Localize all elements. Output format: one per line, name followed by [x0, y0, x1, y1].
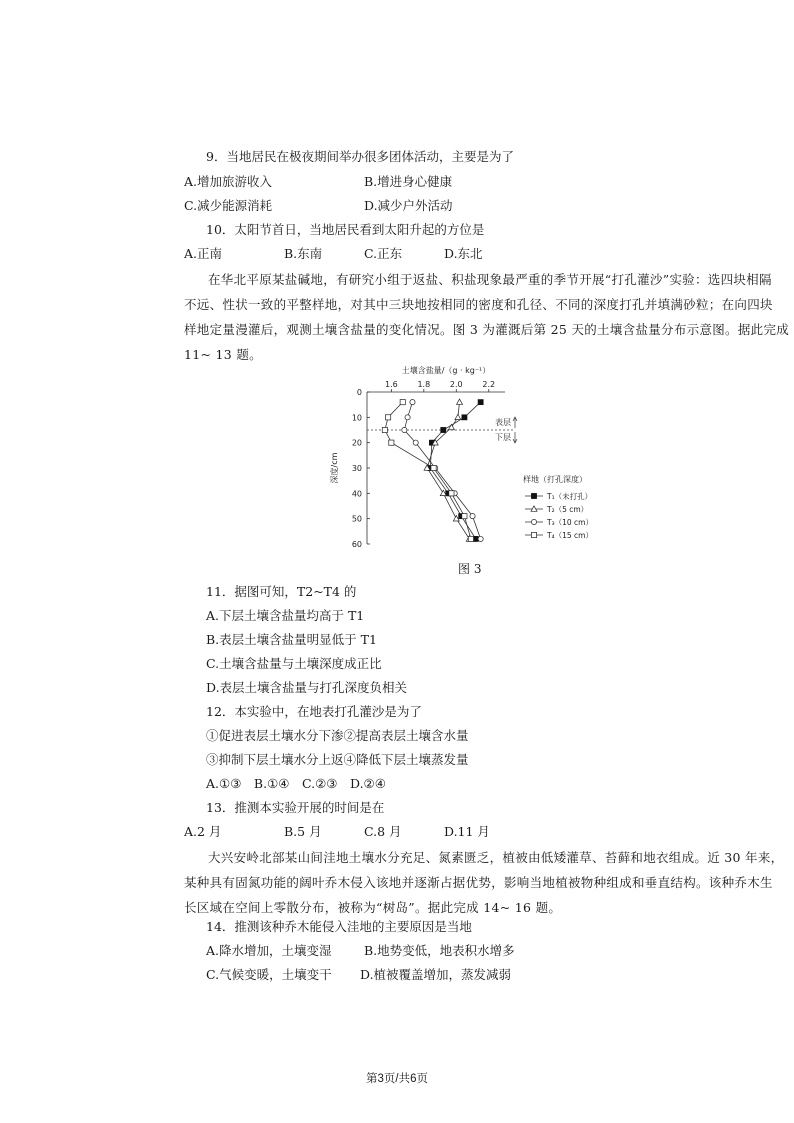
passage1-line-4: 11~ 13 题。 [184, 347, 262, 362]
x-tick-label: 1.8 [417, 380, 431, 389]
series-t4-point [468, 536, 473, 541]
passage-salt-experiment [184, 267, 790, 367]
q12-statements-2: ③抑制下层土壤水分上返④降低下层土壤蒸发量 [206, 752, 469, 767]
q13-option-a: A.2 月 [184, 824, 222, 839]
page-number: 第3页/共6页 [366, 1073, 428, 1085]
passage2-line-1: 大兴安岭北部某山间洼地土壤水分充足、氮素匮乏，植被由低矮灌草、苔藓和地衣组成。近 30 年来， [208, 850, 784, 865]
q13-option-d: D.11 月 [444, 824, 490, 839]
y-tick-label: 60 [351, 540, 362, 549]
q10-option-d: D.东北 [444, 246, 483, 261]
series-t3-point [413, 440, 418, 445]
q11-option-c: C.土壤含盐量与土壤深度成正比 [206, 656, 382, 671]
series-t2-point [455, 414, 461, 419]
chart-axes [329, 365, 517, 549]
x-axis-label: 土壤含盐量/（g · kg⁻¹） [401, 366, 491, 375]
q14-option-d: D.植被覆盖增加，蒸发减弱 [360, 967, 512, 982]
q14-option-a: A.降水增加，土壤变湿 [206, 943, 332, 958]
q10-option-b: B.东南 [284, 246, 323, 261]
legend-marker-t4 [531, 532, 536, 537]
series-t4-point [462, 514, 467, 519]
q9-stem: 9．当地居民在极夜期间举办很多团体活动，主要是为了 [206, 149, 514, 164]
series-t4-point [389, 440, 394, 445]
series-t3-point [470, 514, 475, 519]
passage1-line-3: 样地定量漫灌后，观测土壤含盐量的变化情况。图 3 为灌溉后第 25 天的土壤含盐量分布示意图。据此完成 [184, 322, 790, 337]
series-t1-point [478, 400, 483, 405]
q12-options: A.①③ B.①④ C.②③ D.②④ [206, 776, 386, 791]
q12-stem: 12．本实验中，在地表打孔灌沙是为了 [206, 704, 422, 719]
series-t3-point [405, 415, 410, 420]
legend-label-t2: T₂（5 cm） [547, 505, 589, 514]
y-axis-label: 深度/cm [330, 452, 339, 484]
series-t4-point [400, 400, 405, 405]
passage2-line-3: 长区域在空间上零散分布，被称为“树岛”。据此完成 14~ 16 题。 [184, 900, 562, 915]
series-t3-point [410, 400, 415, 405]
series-t1-point [441, 427, 446, 432]
y-tick-label: 40 [351, 489, 362, 499]
figure-caption: 图 3 [458, 562, 482, 576]
q9-option-b: B.增进身心健康 [364, 174, 453, 189]
chart-legend [523, 474, 593, 540]
legend-label-t1: T₁（未打孔） [547, 492, 593, 501]
y-tick-label: 50 [351, 514, 362, 524]
q9-option-a: A.增加旅游收入 [184, 174, 273, 189]
series-t2-point [448, 424, 454, 429]
series-t4-point [431, 465, 436, 470]
passage2-line-2: 某种具有固氮功能的阔叶乔木侵入该地并逐渐占据优势，影响当地植被物种组成和垂直结构。该种乔木生 [184, 875, 773, 890]
series-t3-point [402, 427, 407, 432]
q10-option-a: A.正南 [184, 246, 223, 261]
series-t3-line [404, 402, 480, 539]
q12-statements-1: ①促进表层土壤水分下渗②提高表层土壤含水量 [206, 728, 469, 743]
legend-label-t4: T₄（15 cm） [547, 531, 593, 540]
legend-marker-t3 [531, 519, 536, 524]
y-tick-label: 20 [351, 438, 362, 448]
passage-tree-island [184, 845, 784, 920]
soil-salinity-chart [325, 362, 625, 558]
series-t4-point [449, 491, 454, 496]
q14-option-c: C.气候变暖，土壤变干 [206, 967, 332, 982]
upper-layer-label: 表层 [495, 418, 511, 427]
q13-option-b: B.5 月 [284, 824, 322, 839]
passage1-line-1: 在华北平原某盐碱地，有研究小组于返盐、积盐现象最严重的季节开展“打孔灌沙”实验：选四块相隔 [208, 272, 772, 287]
q13-option-c: C.8 月 [364, 824, 402, 839]
series-t1-point [473, 536, 478, 541]
legend-title: 样地（打孔深度） [523, 475, 587, 484]
series-t1-point [462, 415, 467, 420]
q13-stem: 13．推测本实验开展的时间是在 [206, 800, 385, 815]
passage1-line-2: 不远、性状一致的平整样地，对其中三块地按相同的密度和孔径、不同的深度打孔并填满砂粒；在向四块 [184, 297, 773, 312]
q14-stem: 14．推测该种乔木能侵入洼地的主要原因是当地 [206, 919, 472, 934]
series-t4-point [386, 415, 391, 420]
series-t3-point [478, 536, 483, 541]
lower-layer-label: 下层 [495, 433, 511, 442]
x-tick-label: 2.2 [482, 380, 496, 389]
series-t3 [402, 400, 484, 542]
y-tick-label: 30 [351, 464, 362, 473]
q11-stem: 11．据图可知，T2~T4 的 [206, 584, 357, 599]
q9-option-c: C.减少能源消耗 [184, 198, 273, 213]
y-tick-label: 0 [356, 388, 362, 397]
series-t2-point [457, 399, 463, 404]
q10-option-c: C.正东 [364, 246, 403, 261]
q10-stem: 10．太阳节首日，当地居民看到太阳升起的方位是 [206, 222, 485, 237]
q11-option-a: A.下层土壤含盐量均高于 T1 [206, 608, 365, 623]
legend-marker-t2 [531, 506, 537, 511]
x-tick-label: 1.6 [384, 380, 398, 389]
legend-label-t3: T₃（10 cm） [547, 518, 593, 527]
chart-series [382, 399, 483, 542]
series-t4-point [382, 427, 387, 432]
legend-marker-t1 [531, 493, 536, 498]
x-tick-label: 2.0 [449, 380, 463, 389]
y-tick-label: 10 [351, 413, 362, 423]
q11-option-d: D.表层土壤含盐量与打孔深度负相关 [206, 680, 408, 695]
q9-option-d: D.减少户外活动 [364, 198, 453, 213]
q11-option-b: B.表层土壤含盐量明显低于 T1 [206, 632, 377, 647]
q14-option-b: B.地势变低，地表积水增多 [364, 943, 515, 958]
